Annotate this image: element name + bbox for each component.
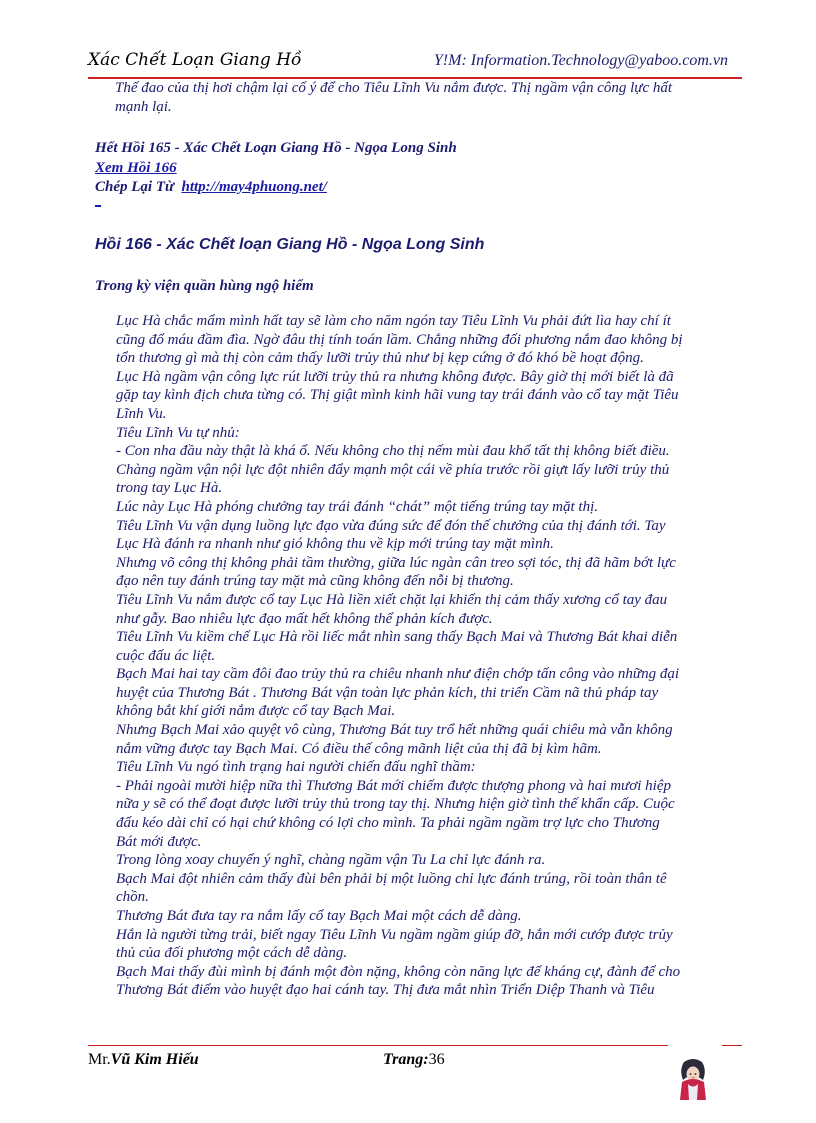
footer-author	[88, 1051, 199, 1069]
footer-divider	[88, 1045, 668, 1046]
source-line	[95, 178, 725, 198]
body-line: Nhưng võ công thị không phải tầm thường, giữa lúc ngàn cân treo sợi tóc, thị đã hãm bớt lực	[116, 554, 676, 571]
header-email: Y!M: Information.Technology@yaboo.com.vn	[433, 52, 728, 69]
page-label: Trang:	[383, 1051, 429, 1068]
body-line: Trong lòng xoay chuyển ý nghĩ, chàng ngầm vận Tu La chỉ lực đánh ra.	[116, 852, 546, 869]
body-line: Lúc này Lục Hà phóng chưởng tay trái đánh “chát” một tiếng trúng tay mặt thị.	[116, 498, 598, 515]
chapter-end-line: Hết Hồi 165 - Xác Chết Loạn Giang Hồ - Ngọa Long Sinh	[95, 140, 457, 156]
body-line: cũng đổ máu đầm đìa. Ngờ đâu thị tính toán lầm. Chẳng những đối phương nắm đao không bị	[116, 331, 683, 348]
body-line: đạo nên tuy đánh trúng tay mặt mà cũng không đến nỗi bị thương.	[116, 573, 514, 590]
body-line: Bạch Mai thấy đùi mình bị đánh một đòn nặng, không còn năng lực để kháng cự, đành để cho	[116, 963, 681, 980]
body-line: đấu kéo dài chỉ có hại chứ không có lợi cho mình. Ta phải ngầm ngầm trợ lực cho Thương	[116, 815, 660, 832]
intro-line: mạnh lại.	[115, 99, 172, 116]
footer-illustration	[674, 1056, 712, 1102]
body-line: như gẫy. Bao nhiêu lực đạo mất hết không thể phản kích được.	[116, 610, 493, 627]
chapter-end-block	[95, 139, 725, 198]
chapter-body	[116, 312, 726, 1000]
body-line: - Con nha đầu này thật là khá ổ. Nếu không cho thị nếm mùi đau khổ tất thị không biết điều.	[116, 443, 670, 460]
source-link[interactable]: http://may4phuong.net/	[181, 179, 327, 195]
link-dash[interactable]	[95, 205, 101, 207]
page-header	[88, 50, 740, 80]
body-line: nắm vững được tay Bạch Mai. Có điều thế công mãnh liệt của thị đã bị kìm hãm.	[116, 740, 602, 757]
body-line: huyệt của Thương Bát . Thương Bát vận toàn lực phản kích, thi triển Cầm nã thủ pháp tay	[116, 684, 659, 701]
body-line: Chàng ngầm vận nội lực đột nhiên đẩy mạnh một cái về phía trước rồi giựt lấy lưỡi trủy thủ	[116, 461, 670, 478]
body-line: Bạch Mai hai tay cầm đôi đao trủy thủ ra chiêu nhanh như điện chớp tấn công vào những đại	[116, 666, 680, 683]
body-line: Tiêu Lĩnh Vu tự nhủ:	[116, 424, 240, 441]
body-line: nữa y sẽ có thể đoạt được lưỡi trủy thủ trong tay thị. Nhưng hiện giờ tình thế khẩn cấp. Cuộc	[116, 796, 675, 813]
body-line: Lục Hà đánh ra nhanh như gió không thu về kịp mới trúng tay mặt mình.	[116, 536, 554, 553]
body-line: Lục Hà ngầm vận công lực rút lưỡi trủy thủ ra nhưng không được. Bây giờ thị mới biết là đã	[116, 368, 674, 385]
body-line: gặp tay kình địch chưa từng có. Thị giật mình kinh hãi vung tay trái đánh vào cổ tay mặt Tiêu	[116, 387, 679, 404]
body-line: Tiêu Lĩnh Vu ngó tình trạng hai người chiến đấu nghĩ thầm:	[116, 759, 476, 776]
body-line: không bắt khí giới nắm được cổ tay Bạch Mai.	[116, 703, 396, 720]
page-number: 36	[428, 1051, 445, 1068]
source-label: Chép Lại Từ	[95, 179, 174, 195]
body-line: - Phải ngoài mười hiệp nữa thì Thương Bát mới chiếm được thượng phong và hai mươi hiệp	[116, 777, 671, 794]
intro-paragraph	[115, 79, 725, 117]
footer-divider-end	[722, 1045, 742, 1046]
body-line: Bạch Mai đột nhiên cảm thấy đùi bên phải bị một luồng chỉ lực đánh trúng, rồi toàn thân tê	[116, 870, 667, 887]
footer-page	[383, 1051, 445, 1069]
intro-line: Thế đao của thị hơi chậm lại cố ý để cho Tiêu Lĩnh Vu nắm được. Thị ngầm vận công lực hất	[115, 80, 673, 96]
body-line: chồn.	[116, 889, 149, 906]
body-line: thủ của đối phương một cách dễ dàng.	[116, 945, 348, 962]
body-line: Thương Bát điểm vào huyệt đạo hai cánh tay. Thị đưa mắt nhìn Triển Diệp Thanh và Tiêu	[116, 982, 655, 999]
body-line: Tiêu Lĩnh Vu kiềm chế Lục Hà rồi liếc mắt nhìn sang thấy Bạch Mai và Thương Bát khai diễn	[116, 629, 678, 646]
body-line: Tiêu Lĩnh Vu nắm được cổ tay Lục Hà liền xiết chặt lại khiến thị cảm thấy xương cổ tay đau	[116, 591, 668, 608]
body-line: cuộc đấu ác liệt.	[116, 647, 216, 664]
chapter-title: Hồi 166 - Xác Chết loạn Giang Hồ - Ngọa Long Sinh	[95, 236, 485, 253]
body-line: Thương Bát đưa tay ra nắm lấy cổ tay Bạch Mai một cách dễ dàng.	[116, 908, 522, 924]
body-line: trong tay Lục Hà.	[116, 480, 223, 497]
body-line: Nhưng Bạch Mai xảo quyệt vô cùng, Thương Bát tuy trổ hết những quái chiêu mà vẫn không	[116, 722, 673, 739]
body-line: tổn thương gì mà thị còn cảm thấy lưỡi trủy thủ như bị kẹp cứng ở đó khó bề hoạt động.	[116, 350, 644, 367]
author-prefix: Mr.	[88, 1051, 111, 1068]
header-title: Xác Chết Loạn Giang Hồ	[88, 50, 302, 70]
chapter-subtitle: Trong kỳ viện quần hùng ngộ hiểm	[95, 278, 314, 294]
body-line: Lĩnh Vu.	[116, 405, 167, 422]
body-line: Lục Hà chắc mẩm mình hất tay sẽ làm cho năm ngón tay Tiêu Lĩnh Vu phải đứt lìa hay chí ít	[116, 313, 671, 329]
body-line: Bát mới được.	[116, 833, 202, 850]
next-chapter-link[interactable]: Xem Hồi 166	[95, 159, 177, 176]
body-line: Hắn là người từng trải, biết ngay Tiêu Lĩnh Vu ngầm ngầm giúp đỡ, hắn mới cướp được trủy	[116, 926, 673, 943]
body-line: Tiêu Lĩnh Vu vận dụng luồng lực đạo vừa đúng sức để đón thế chưởng của thị đánh tới. Tay	[116, 517, 666, 534]
author-name: Vũ Kim Hiếu	[110, 1051, 199, 1068]
